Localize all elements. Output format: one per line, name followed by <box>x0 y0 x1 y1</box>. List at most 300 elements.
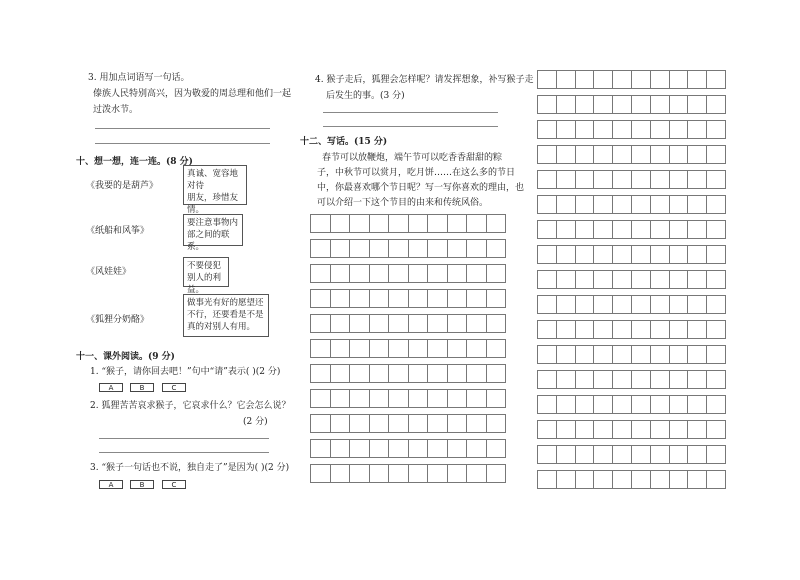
writing-grid-cell[interactable] <box>650 295 670 314</box>
writing-grid-cell[interactable] <box>466 289 487 308</box>
q3-answer-line-2[interactable] <box>95 143 270 144</box>
writing-grid-cell[interactable] <box>706 470 726 489</box>
writing-grid-cell[interactable] <box>349 239 370 258</box>
writing-grid-cell[interactable] <box>631 120 651 139</box>
writing-grid-cell[interactable] <box>388 264 409 283</box>
writing-grid-cell[interactable] <box>650 145 670 164</box>
writing-grid-cell[interactable] <box>593 370 613 389</box>
writing-grid-cell[interactable] <box>706 245 726 264</box>
writing-grid-cell[interactable] <box>556 345 576 364</box>
writing-grid-cell[interactable] <box>650 445 670 464</box>
q4-answer-line-2[interactable] <box>323 126 498 127</box>
writing-grid-cell[interactable] <box>612 370 632 389</box>
writing-grid-cell[interactable] <box>575 270 595 289</box>
writing-grid-cell[interactable] <box>537 195 557 214</box>
writing-grid-cell[interactable] <box>687 420 707 439</box>
writing-grid-cell[interactable] <box>537 345 557 364</box>
writing-grid-cell[interactable] <box>575 320 595 339</box>
writing-grid-cell[interactable] <box>593 395 613 414</box>
writing-grid-cell[interactable] <box>575 220 595 239</box>
writing-grid-cell[interactable] <box>486 439 507 458</box>
writing-grid-cell[interactable] <box>612 295 632 314</box>
writing-grid-cell[interactable] <box>310 389 331 408</box>
writing-grid-cell[interactable] <box>447 289 468 308</box>
writing-grid-cell[interactable] <box>687 470 707 489</box>
writing-grid-cell[interactable] <box>575 120 595 139</box>
writing-grid-cell[interactable] <box>631 320 651 339</box>
writing-grid-cell[interactable] <box>447 214 468 233</box>
writing-grid-cell[interactable] <box>631 70 651 89</box>
writing-grid-cell[interactable] <box>631 145 651 164</box>
reading-q3-option-c[interactable]: C <box>162 480 186 489</box>
writing-grid-cell[interactable] <box>669 345 689 364</box>
writing-grid-cell[interactable] <box>408 239 429 258</box>
writing-grid-cell[interactable] <box>706 420 726 439</box>
writing-grid-cell[interactable] <box>310 239 331 258</box>
writing-grid-cell[interactable] <box>575 245 595 264</box>
writing-grid-cell[interactable] <box>593 170 613 189</box>
writing-grid-cell[interactable] <box>687 95 707 114</box>
writing-grid-cell[interactable] <box>466 314 487 333</box>
writing-grid-cell[interactable] <box>593 245 613 264</box>
writing-grid-cell[interactable] <box>486 289 507 308</box>
writing-grid-cell[interactable] <box>369 389 390 408</box>
writing-grid-cell[interactable] <box>447 389 468 408</box>
writing-grid-cell[interactable] <box>556 445 576 464</box>
writing-grid-cell[interactable] <box>706 370 726 389</box>
writing-grid-cell[interactable] <box>330 389 351 408</box>
writing-grid-cell[interactable] <box>349 464 370 483</box>
writing-grid-cell[interactable] <box>556 120 576 139</box>
writing-grid-cell[interactable] <box>388 239 409 258</box>
writing-grid-cell[interactable] <box>706 170 726 189</box>
writing-grid-cell[interactable] <box>706 145 726 164</box>
writing-grid-cell[interactable] <box>575 170 595 189</box>
writing-grid-cell[interactable] <box>575 345 595 364</box>
writing-grid-middle[interactable] <box>310 214 506 485</box>
writing-grid-cell[interactable] <box>427 389 448 408</box>
writing-grid-cell[interactable] <box>612 145 632 164</box>
writing-grid-cell[interactable] <box>537 120 557 139</box>
writing-grid-cell[interactable] <box>631 445 651 464</box>
reading-q2-answer-line-2[interactable] <box>99 452 269 453</box>
writing-grid-cell[interactable] <box>466 264 487 283</box>
writing-grid-cell[interactable] <box>447 339 468 358</box>
writing-grid-cell[interactable] <box>687 195 707 214</box>
writing-grid-cell[interactable] <box>369 289 390 308</box>
writing-grid-cell[interactable] <box>556 320 576 339</box>
writing-grid-cell[interactable] <box>650 345 670 364</box>
writing-grid-cell[interactable] <box>687 170 707 189</box>
writing-grid-cell[interactable] <box>669 245 689 264</box>
writing-grid-cell[interactable] <box>612 420 632 439</box>
match-title-2[interactable]: 《纸船和风筝》 <box>86 226 150 236</box>
writing-grid-cell[interactable] <box>593 470 613 489</box>
writing-grid-cell[interactable] <box>687 295 707 314</box>
writing-grid-cell[interactable] <box>388 314 409 333</box>
writing-grid-cell[interactable] <box>486 464 507 483</box>
writing-grid-cell[interactable] <box>388 289 409 308</box>
writing-grid-cell[interactable] <box>612 320 632 339</box>
writing-grid-cell[interactable] <box>466 339 487 358</box>
writing-grid-cell[interactable] <box>447 414 468 433</box>
writing-grid-cell[interactable] <box>537 445 557 464</box>
writing-grid-cell[interactable] <box>408 389 429 408</box>
writing-grid-cell[interactable] <box>612 245 632 264</box>
writing-grid-cell[interactable] <box>369 439 390 458</box>
writing-grid-cell[interactable] <box>369 264 390 283</box>
writing-grid-cell[interactable] <box>447 464 468 483</box>
writing-grid-cell[interactable] <box>631 195 651 214</box>
writing-grid-cell[interactable] <box>466 464 487 483</box>
writing-grid-cell[interactable] <box>706 95 726 114</box>
writing-grid-cell[interactable] <box>537 295 557 314</box>
writing-grid-cell[interactable] <box>408 464 429 483</box>
writing-grid-cell[interactable] <box>388 464 409 483</box>
writing-grid-cell[interactable] <box>612 70 632 89</box>
writing-grid-cell[interactable] <box>706 220 726 239</box>
writing-grid-cell[interactable] <box>466 364 487 383</box>
writing-grid-cell[interactable] <box>669 70 689 89</box>
reading-q1-option-a[interactable]: A <box>99 383 123 392</box>
writing-grid-cell[interactable] <box>706 195 726 214</box>
writing-grid-cell[interactable] <box>556 370 576 389</box>
match-title-4[interactable]: 《狐狸分奶酪》 <box>86 315 150 325</box>
writing-grid-cell[interactable] <box>349 289 370 308</box>
writing-grid-cell[interactable] <box>650 120 670 139</box>
writing-grid-cell[interactable] <box>575 470 595 489</box>
writing-grid-cell[interactable] <box>687 445 707 464</box>
writing-grid-cell[interactable] <box>427 464 448 483</box>
writing-grid-cell[interactable] <box>447 314 468 333</box>
writing-grid-cell[interactable] <box>612 195 632 214</box>
writing-grid-cell[interactable] <box>556 245 576 264</box>
writing-grid-cell[interactable] <box>537 70 557 89</box>
writing-grid-cell[interactable] <box>310 264 331 283</box>
reading-q3-option-b[interactable]: B <box>130 480 154 489</box>
writing-grid-cell[interactable] <box>593 320 613 339</box>
writing-grid-cell[interactable] <box>575 145 595 164</box>
writing-grid-cell[interactable] <box>427 439 448 458</box>
writing-grid-cell[interactable] <box>427 264 448 283</box>
writing-grid-cell[interactable] <box>593 145 613 164</box>
writing-grid-cell[interactable] <box>537 420 557 439</box>
writing-grid-cell[interactable] <box>612 120 632 139</box>
reading-q1-option-b[interactable]: B <box>130 383 154 392</box>
writing-grid-cell[interactable] <box>706 270 726 289</box>
writing-grid-cell[interactable] <box>388 364 409 383</box>
writing-grid-cell[interactable] <box>687 245 707 264</box>
writing-grid-cell[interactable] <box>612 270 632 289</box>
writing-grid-cell[interactable] <box>706 70 726 89</box>
writing-grid-cell[interactable] <box>369 239 390 258</box>
writing-grid-cell[interactable] <box>593 445 613 464</box>
writing-grid-cell[interactable] <box>408 214 429 233</box>
writing-grid-cell[interactable] <box>593 270 613 289</box>
writing-grid-cell[interactable] <box>593 120 613 139</box>
writing-grid-cell[interactable] <box>706 295 726 314</box>
writing-grid-cell[interactable] <box>537 220 557 239</box>
writing-grid-cell[interactable] <box>593 345 613 364</box>
writing-grid-cell[interactable] <box>631 295 651 314</box>
writing-grid-cell[interactable] <box>612 170 632 189</box>
writing-grid-cell[interactable] <box>408 439 429 458</box>
writing-grid-cell[interactable] <box>556 170 576 189</box>
writing-grid-cell[interactable] <box>650 195 670 214</box>
writing-grid-cell[interactable] <box>556 220 576 239</box>
writing-grid-cell[interactable] <box>427 414 448 433</box>
writing-grid-cell[interactable] <box>669 145 689 164</box>
writing-grid-cell[interactable] <box>369 339 390 358</box>
writing-grid-cell[interactable] <box>575 195 595 214</box>
writing-grid-cell[interactable] <box>427 314 448 333</box>
writing-grid-cell[interactable] <box>556 195 576 214</box>
writing-grid-cell[interactable] <box>330 439 351 458</box>
writing-grid-cell[interactable] <box>330 239 351 258</box>
writing-grid-cell[interactable] <box>388 414 409 433</box>
writing-grid-cell[interactable] <box>349 214 370 233</box>
writing-grid-cell[interactable] <box>669 270 689 289</box>
writing-grid-cell[interactable] <box>310 214 331 233</box>
writing-grid-cell[interactable] <box>486 339 507 358</box>
reading-q1-option-c[interactable]: C <box>162 383 186 392</box>
writing-grid-cell[interactable] <box>537 470 557 489</box>
writing-grid-cell[interactable] <box>537 95 557 114</box>
writing-grid-cell[interactable] <box>556 145 576 164</box>
writing-grid-cell[interactable] <box>310 314 331 333</box>
writing-grid-cell[interactable] <box>556 70 576 89</box>
writing-grid-cell[interactable] <box>486 389 507 408</box>
writing-grid-cell[interactable] <box>593 70 613 89</box>
writing-grid-cell[interactable] <box>669 395 689 414</box>
writing-grid-cell[interactable] <box>408 364 429 383</box>
writing-grid-cell[interactable] <box>349 414 370 433</box>
writing-grid-cell[interactable] <box>427 239 448 258</box>
writing-grid-cell[interactable] <box>612 445 632 464</box>
writing-grid-cell[interactable] <box>537 395 557 414</box>
writing-grid-cell[interactable] <box>687 70 707 89</box>
writing-grid-cell[interactable] <box>349 439 370 458</box>
writing-grid-cell[interactable] <box>447 364 468 383</box>
writing-grid-cell[interactable] <box>687 345 707 364</box>
writing-grid-cell[interactable] <box>447 439 468 458</box>
writing-grid-cell[interactable] <box>575 420 595 439</box>
writing-grid-cell[interactable] <box>330 214 351 233</box>
match-title-1[interactable]: 《我要的是葫芦》 <box>86 181 159 191</box>
writing-grid-cell[interactable] <box>706 395 726 414</box>
writing-grid-cell[interactable] <box>575 445 595 464</box>
writing-grid-cell[interactable] <box>466 214 487 233</box>
writing-grid-cell[interactable] <box>631 395 651 414</box>
writing-grid-cell[interactable] <box>687 270 707 289</box>
writing-grid-cell[interactable] <box>369 364 390 383</box>
writing-grid-cell[interactable] <box>706 445 726 464</box>
writing-grid-cell[interactable] <box>427 364 448 383</box>
writing-grid-cell[interactable] <box>310 289 331 308</box>
writing-grid-cell[interactable] <box>408 264 429 283</box>
writing-grid-cell[interactable] <box>650 220 670 239</box>
match-meaning-box-4[interactable] <box>183 294 269 337</box>
writing-grid-cell[interactable] <box>537 245 557 264</box>
writing-grid-cell[interactable] <box>310 439 331 458</box>
writing-grid-cell[interactable] <box>650 270 670 289</box>
writing-grid-cell[interactable] <box>310 414 331 433</box>
writing-grid-cell[interactable] <box>631 245 651 264</box>
writing-grid-cell[interactable] <box>631 345 651 364</box>
writing-grid-cell[interactable] <box>669 420 689 439</box>
writing-grid-cell[interactable] <box>650 420 670 439</box>
writing-grid-cell[interactable] <box>631 95 651 114</box>
writing-grid-cell[interactable] <box>706 120 726 139</box>
writing-grid-cell[interactable] <box>408 289 429 308</box>
writing-grid-cell[interactable] <box>556 270 576 289</box>
writing-grid-cell[interactable] <box>537 320 557 339</box>
writing-grid-cell[interactable] <box>388 439 409 458</box>
writing-grid-cell[interactable] <box>369 214 390 233</box>
writing-grid-cell[interactable] <box>330 339 351 358</box>
writing-grid-cell[interactable] <box>687 145 707 164</box>
writing-grid-cell[interactable] <box>650 70 670 89</box>
writing-grid-cell[interactable] <box>556 420 576 439</box>
writing-grid-cell[interactable] <box>447 239 468 258</box>
writing-grid-cell[interactable] <box>330 289 351 308</box>
writing-grid-cell[interactable] <box>330 314 351 333</box>
writing-grid-cell[interactable] <box>669 95 689 114</box>
writing-grid-cell[interactable] <box>369 314 390 333</box>
writing-grid-cell[interactable] <box>556 295 576 314</box>
writing-grid-cell[interactable] <box>593 295 613 314</box>
writing-grid-cell[interactable] <box>486 314 507 333</box>
writing-grid-cell[interactable] <box>575 95 595 114</box>
writing-grid-cell[interactable] <box>650 470 670 489</box>
writing-grid-cell[interactable] <box>669 220 689 239</box>
writing-grid-cell[interactable] <box>575 295 595 314</box>
writing-grid-cell[interactable] <box>612 345 632 364</box>
writing-grid-cell[interactable] <box>537 270 557 289</box>
writing-grid-cell[interactable] <box>556 470 576 489</box>
writing-grid-cell[interactable] <box>408 314 429 333</box>
writing-grid-cell[interactable] <box>388 389 409 408</box>
writing-grid-cell[interactable] <box>310 464 331 483</box>
writing-grid-cell[interactable] <box>631 220 651 239</box>
writing-grid-cell[interactable] <box>687 370 707 389</box>
writing-grid-cell[interactable] <box>427 214 448 233</box>
writing-grid-cell[interactable] <box>687 395 707 414</box>
writing-grid-cell[interactable] <box>427 339 448 358</box>
writing-grid-right[interactable] <box>537 70 726 493</box>
writing-grid-cell[interactable] <box>466 414 487 433</box>
reading-q2-answer-line-1[interactable] <box>99 438 269 439</box>
writing-grid-cell[interactable] <box>466 439 487 458</box>
writing-grid-cell[interactable] <box>612 95 632 114</box>
writing-grid-cell[interactable] <box>349 314 370 333</box>
writing-grid-cell[interactable] <box>369 414 390 433</box>
writing-grid-cell[interactable] <box>650 245 670 264</box>
writing-grid-cell[interactable] <box>575 70 595 89</box>
q4-answer-line-1[interactable] <box>323 112 498 113</box>
match-meaning-box-2[interactable] <box>183 214 243 252</box>
writing-grid-cell[interactable] <box>687 220 707 239</box>
writing-grid-cell[interactable] <box>612 220 632 239</box>
writing-grid-cell[interactable] <box>650 170 670 189</box>
writing-grid-cell[interactable] <box>310 339 331 358</box>
writing-grid-cell[interactable] <box>447 264 468 283</box>
writing-grid-cell[interactable] <box>556 395 576 414</box>
writing-grid-cell[interactable] <box>369 464 390 483</box>
writing-grid-cell[interactable] <box>706 345 726 364</box>
q3-answer-line-1[interactable] <box>95 128 270 129</box>
writing-grid-cell[interactable] <box>669 370 689 389</box>
writing-grid-cell[interactable] <box>310 364 331 383</box>
writing-grid-cell[interactable] <box>556 95 576 114</box>
writing-grid-cell[interactable] <box>669 470 689 489</box>
match-meaning-box-3[interactable] <box>183 257 229 295</box>
writing-grid-cell[interactable] <box>669 170 689 189</box>
writing-grid-cell[interactable] <box>486 414 507 433</box>
writing-grid-cell[interactable] <box>631 270 651 289</box>
writing-grid-cell[interactable] <box>408 414 429 433</box>
writing-grid-cell[interactable] <box>669 295 689 314</box>
writing-grid-cell[interactable] <box>706 320 726 339</box>
writing-grid-cell[interactable] <box>388 339 409 358</box>
writing-grid-cell[interactable] <box>650 95 670 114</box>
writing-grid-cell[interactable] <box>575 395 595 414</box>
writing-grid-cell[interactable] <box>537 145 557 164</box>
writing-grid-cell[interactable] <box>687 120 707 139</box>
writing-grid-cell[interactable] <box>631 370 651 389</box>
writing-grid-cell[interactable] <box>687 320 707 339</box>
writing-grid-cell[interactable] <box>349 364 370 383</box>
writing-grid-cell[interactable] <box>486 264 507 283</box>
writing-grid-cell[interactable] <box>593 195 613 214</box>
writing-grid-cell[interactable] <box>486 364 507 383</box>
writing-grid-cell[interactable] <box>669 320 689 339</box>
reading-q3-option-a[interactable]: A <box>99 480 123 489</box>
writing-grid-cell[interactable] <box>650 395 670 414</box>
writing-grid-cell[interactable] <box>612 395 632 414</box>
writing-grid-cell[interactable] <box>593 420 613 439</box>
writing-grid-cell[interactable] <box>575 370 595 389</box>
writing-grid-cell[interactable] <box>330 464 351 483</box>
writing-grid-cell[interactable] <box>593 220 613 239</box>
match-meaning-box-1[interactable] <box>183 165 247 215</box>
writing-grid-cell[interactable] <box>631 420 651 439</box>
writing-grid-cell[interactable] <box>486 239 507 258</box>
writing-grid-cell[interactable] <box>631 170 651 189</box>
writing-grid-cell[interactable] <box>466 389 487 408</box>
writing-grid-cell[interactable] <box>349 389 370 408</box>
writing-grid-cell[interactable] <box>408 339 429 358</box>
writing-grid-cell[interactable] <box>349 339 370 358</box>
writing-grid-cell[interactable] <box>612 470 632 489</box>
writing-grid-cell[interactable] <box>330 264 351 283</box>
writing-grid-cell[interactable] <box>631 470 651 489</box>
writing-grid-cell[interactable] <box>669 120 689 139</box>
writing-grid-cell[interactable] <box>537 370 557 389</box>
writing-grid-cell[interactable] <box>650 320 670 339</box>
writing-grid-cell[interactable] <box>537 170 557 189</box>
writing-grid-cell[interactable] <box>330 414 351 433</box>
writing-grid-cell[interactable] <box>427 289 448 308</box>
writing-grid-cell[interactable] <box>466 239 487 258</box>
writing-grid-cell[interactable] <box>593 95 613 114</box>
writing-grid-cell[interactable] <box>650 370 670 389</box>
writing-grid-cell[interactable] <box>669 195 689 214</box>
writing-grid-cell[interactable] <box>669 445 689 464</box>
writing-grid-cell[interactable] <box>486 214 507 233</box>
writing-grid-cell[interactable] <box>330 364 351 383</box>
writing-grid-cell[interactable] <box>388 214 409 233</box>
